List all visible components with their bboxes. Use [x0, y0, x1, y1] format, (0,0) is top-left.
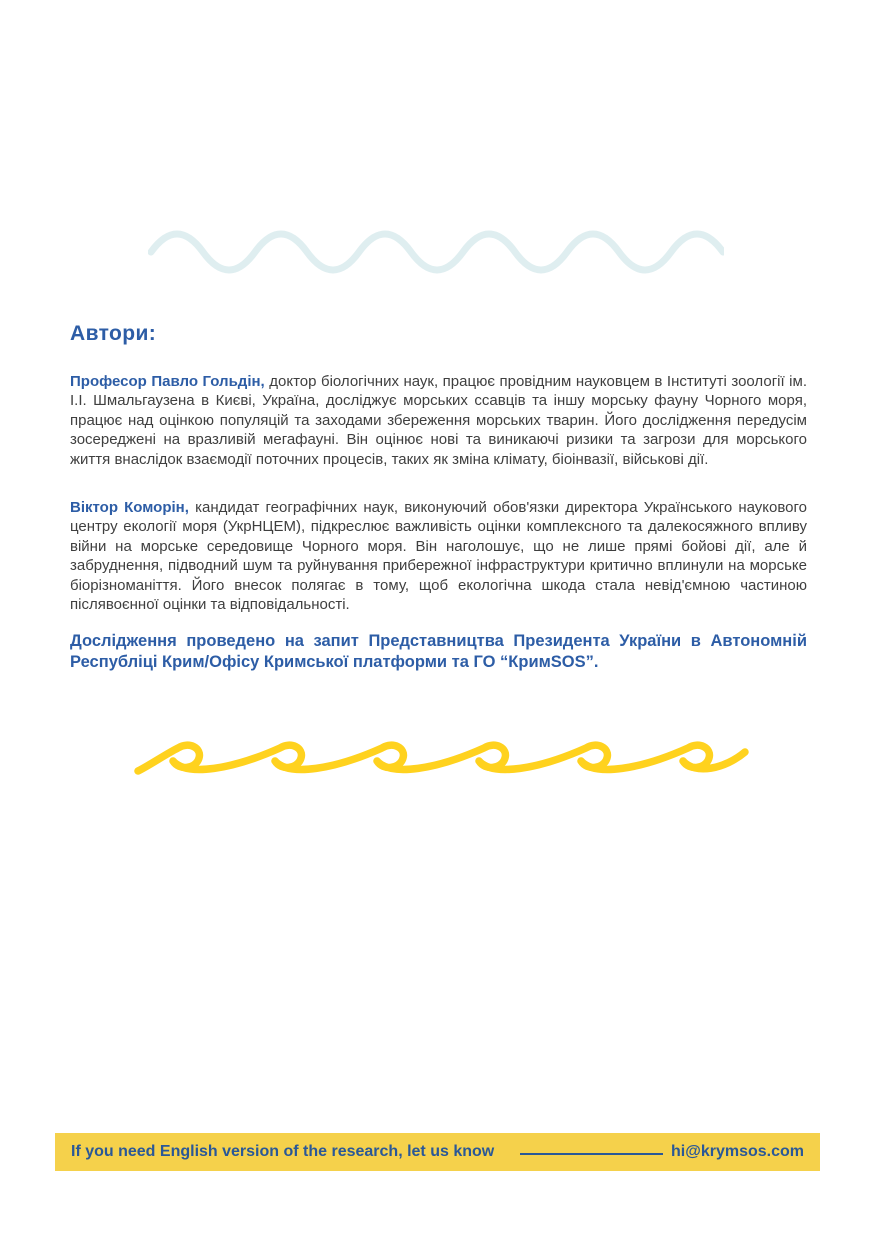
author-paragraph-komorin [70, 498, 807, 614]
author-name-goldin: Професор Павло Гольдін, [70, 373, 265, 390]
wave-bottom-path [138, 745, 745, 771]
author-name-komorin: Віктор Коморін, [70, 499, 189, 516]
footer-label: If you need English version of the research, let us know [71, 1143, 495, 1160]
footer-email[interactable]: hi@krymsos.com [671, 1143, 804, 1160]
author-bio-komorin: кандидат географічних наук, виконуючий обов'язки директора Українського наукового центру екології моря (УкрНЦЕМ), підкреслює важливість оцінки комплексного та далекосяжного впливу війни на морське середовище Чорного моря. Він наголошує, що не лише прямі бойові дії, але й забруднення, підводний шум та руйнування прибережної інфраструктури критично вплинули на морське біорізноманіття. Його внесок полягає в тому, щоб екологічна шкода стала невід'ємною частиною післявоєнної оцінки та відповідальності. [70, 499, 807, 614]
footer-divider-line [520, 1153, 663, 1155]
wave-decoration-bottom-icon [130, 733, 755, 785]
author-paragraph-goldin [70, 372, 807, 469]
authors-heading: Автори: [70, 322, 157, 345]
footer-banner [55, 1133, 820, 1171]
wave-decoration-top-icon [148, 226, 724, 278]
commission-note: Дослідження проведено на запит Представництва Президента України в Автономній Республіці Крим/Офісу Кримської платформи та ГО “КримSOS”. [70, 632, 807, 671]
wave-top-path [151, 234, 723, 270]
author-bio-goldin: доктор біологічних наук, працює провідним науковцем в Інституті зоології ім. І.І. Шмальгаузена в Києві, Україна, досліджує морських ссавців та іншу морську фауну Чорного моря, працює над оцінкою популяцій та заходами збереження морських тварин. Його дослідження передусім зосереджені на вразливій мегафауні. Він оцінює нові та виникаючі ризики та загрози для морського життя внаслідок взаємодії поточних процесів, таких як зміна клімату, біоінвазії, військові дії. [70, 373, 807, 468]
